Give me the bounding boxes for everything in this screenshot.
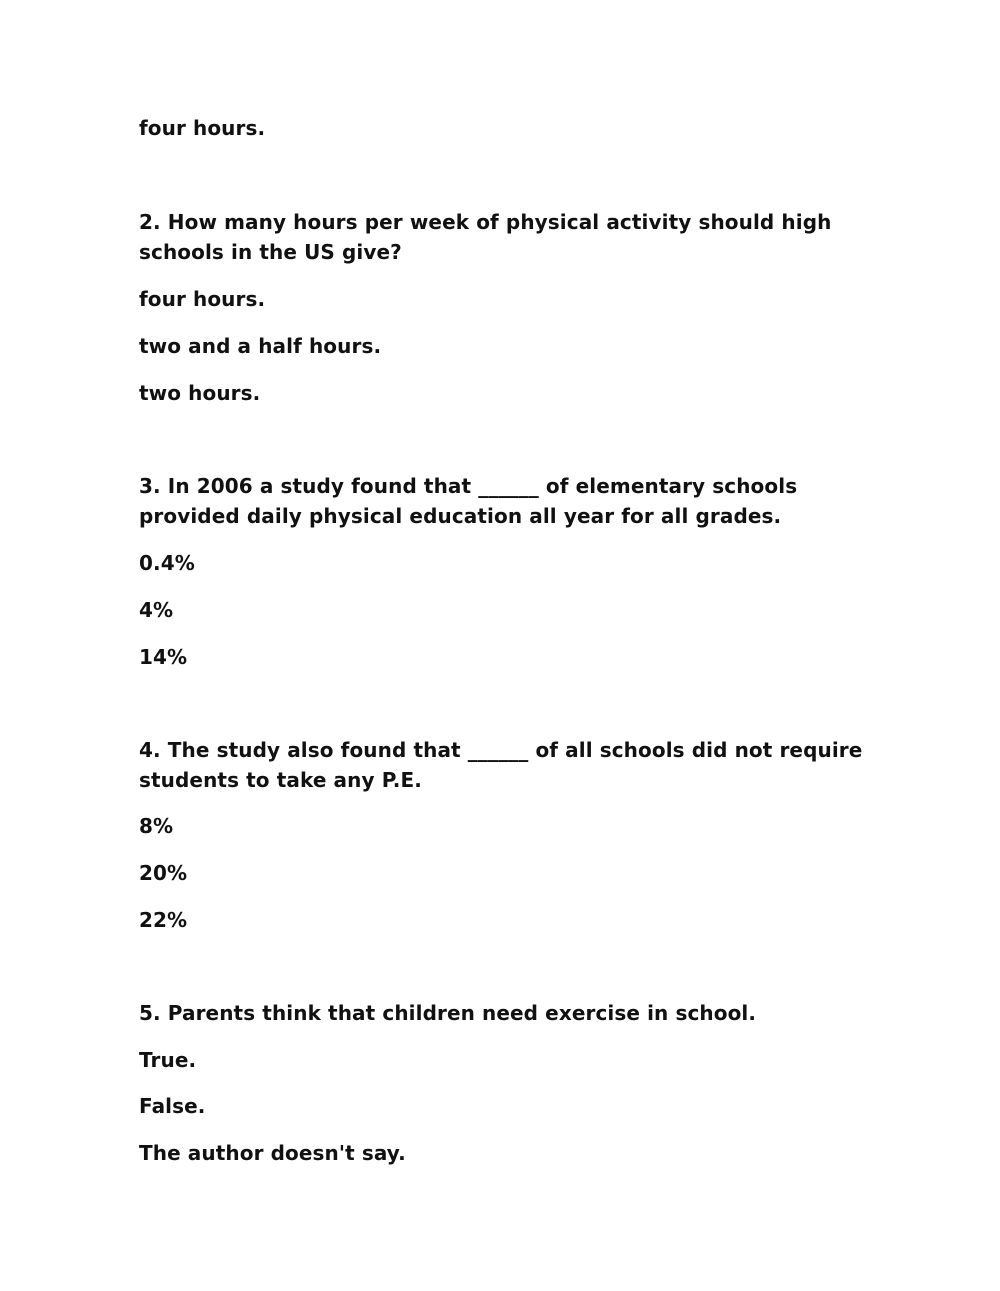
question-5-prompt-line-1: 5. Parents think that children need exercise in school. xyxy=(139,1001,757,1025)
question-4-option-3[interactable]: 22% xyxy=(139,908,188,932)
question-5-option-2[interactable]: False. xyxy=(139,1094,206,1118)
question-5-option-1[interactable]: True. xyxy=(139,1048,197,1072)
question-4-prompt-line-1: 4. The study also found that ______ of all schools did not require xyxy=(139,738,863,762)
question-2-option-2[interactable]: two and a half hours. xyxy=(139,334,382,358)
question-3-option-1[interactable]: 0.4% xyxy=(139,551,195,575)
question-3-prompt-line-2: provided daily physical education all year for all grades. xyxy=(139,504,782,528)
question-2-option-3[interactable]: two hours. xyxy=(139,381,261,405)
question-4-prompt-line-2: students to take any P.E. xyxy=(139,768,422,792)
carryover-answer-option[interactable]: four hours. xyxy=(139,116,266,140)
question-3-option-3[interactable]: 14% xyxy=(139,645,188,669)
question-3-prompt-line-1: 3. In 2006 a study found that ______ of elementary schools xyxy=(139,474,798,498)
question-4-option-2[interactable]: 20% xyxy=(139,861,188,885)
question-2-prompt-line-1: 2. How many hours per week of physical activity should high xyxy=(139,210,832,234)
question-2-prompt-line-2: schools in the US give? xyxy=(139,240,402,264)
question-5-option-3[interactable]: The author doesn't say. xyxy=(139,1141,406,1165)
question-2-option-1[interactable]: four hours. xyxy=(139,287,266,311)
question-3-option-2[interactable]: 4% xyxy=(139,598,174,622)
question-4-option-1[interactable]: 8% xyxy=(139,814,174,838)
